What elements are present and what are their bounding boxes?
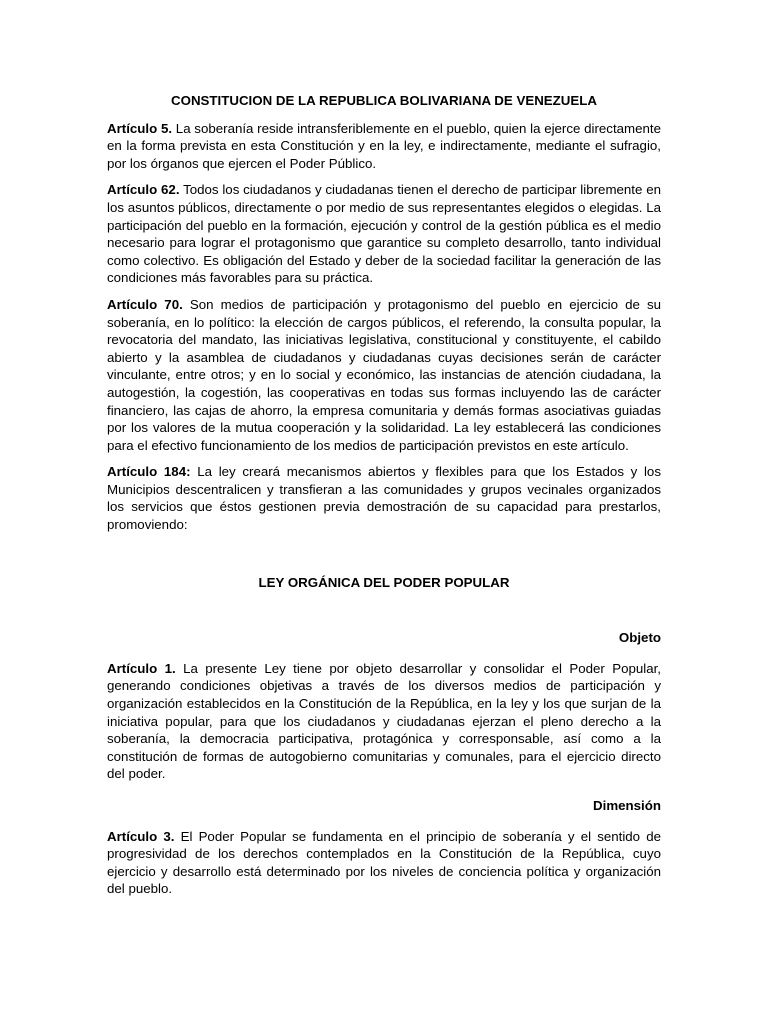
- subheading-objeto: Objeto: [618, 630, 661, 646]
- article-text: La ley creará mecanismos abiertos y flexibles para que los Estados y los Municipios descentralicen y transfieran a las comunidades y grupos vecinales organizados los servicios que éstos gestionen previa demostración de su capacidad para prestarlos, promoviendo:: [107, 464, 661, 533]
- article-label: Artículo 1.: [107, 660, 176, 676]
- article-text: Todos los ciudadanos y ciudadanas tienen el derecho de participar libremente en los asuntos públicos, directamente o por medio de sus representantes elegidos o elegidas. La participación del pueblo en la formación, ejecución y control de la gestión pública es el medio necesario para lograr el protagonismo que garantice su completo desarrollo, tanto individual como colectivo. Es obligación del Estado y deber de la sociedad facilitar la generación de las condiciones más favorables para su práctica.: [107, 182, 661, 286]
- article-text: El Poder Popular se fundamenta en el principio de soberanía y el sentido de progresividad de los derechos contemplados en la Constitución de la República, cuyo ejercicio y desarrollo está determinado por los niveles de conciencia política y organización del pueblo.: [107, 828, 661, 897]
- article-text: La soberanía reside intransferiblemente en el pueblo, quien la ejerce directamente en la forma prevista en esta Constitución y en la ley, e indirectamente, mediante el sufragio, por los órganos que ejercen el Poder Público.: [107, 120, 661, 171]
- article-label: Artículo 184:: [107, 464, 191, 480]
- article-70: [107, 296, 661, 454]
- section-title: LEY ORGÁNICA DEL PODER POPULAR: [258, 574, 510, 590]
- article-text: Son medios de participación y protagonismo del pueblo en ejercicio de su soberanía, en lo político: la elección de cargos públicos, el referendo, la consulta popular, la revocatoria del mandato, las iniciativas legislativa, constitucional y constituyente, el cabildo abierto y la asamblea de ciudadanos y ciudadanas cuyas decisiones serán de carácter vinculante, entre otros; y en lo social y económico, las instancias de atención ciudadana, la autogestión, la cogestión, las cooperativas en todas sus formas incluyendo las de carácter financiero, las cajas de ahorro, la empresa comunitaria y demás formas asociativas guiadas por los valores de la mutua cooperación y la solidaridad. La ley establecerá las condiciones para el efectivo funcionamiento de los medios de participación previstos en este artículo.: [107, 296, 661, 453]
- law-article-1: [107, 660, 661, 783]
- document-page: [107, 92, 661, 907]
- article-62: [107, 181, 661, 287]
- law-article-3: [107, 828, 661, 898]
- document-title: CONSTITUCION DE LA REPUBLICA BOLIVARIANA DE VENEZUELA: [171, 93, 597, 108]
- article-label: Artículo 70.: [107, 296, 183, 312]
- article-184: [107, 463, 661, 533]
- article-label: Artículo 5.: [107, 120, 173, 136]
- article-label: Artículo 3.: [107, 828, 175, 844]
- subheading-dimension: Dimensión: [593, 798, 661, 813]
- article-text: La presente Ley tiene por objeto desarrollar y consolidar el Poder Popular, generando condiciones objetivas a través de los diversos medios de participación y organización establecidos en la Constitución de la República, en la ley y los que surjan de la iniciativa popular, para que los ciudadanos y ciudadanas ejerzan el pleno derecho a la soberanía, la democracia participativa, protagónica y corresponsable, así como a la constitución de formas de autogobierno comunitarias y comunales, para el ejercicio directo del poder.: [107, 660, 661, 782]
- article-5: [107, 120, 661, 173]
- article-label: Artículo 62.: [107, 182, 180, 198]
